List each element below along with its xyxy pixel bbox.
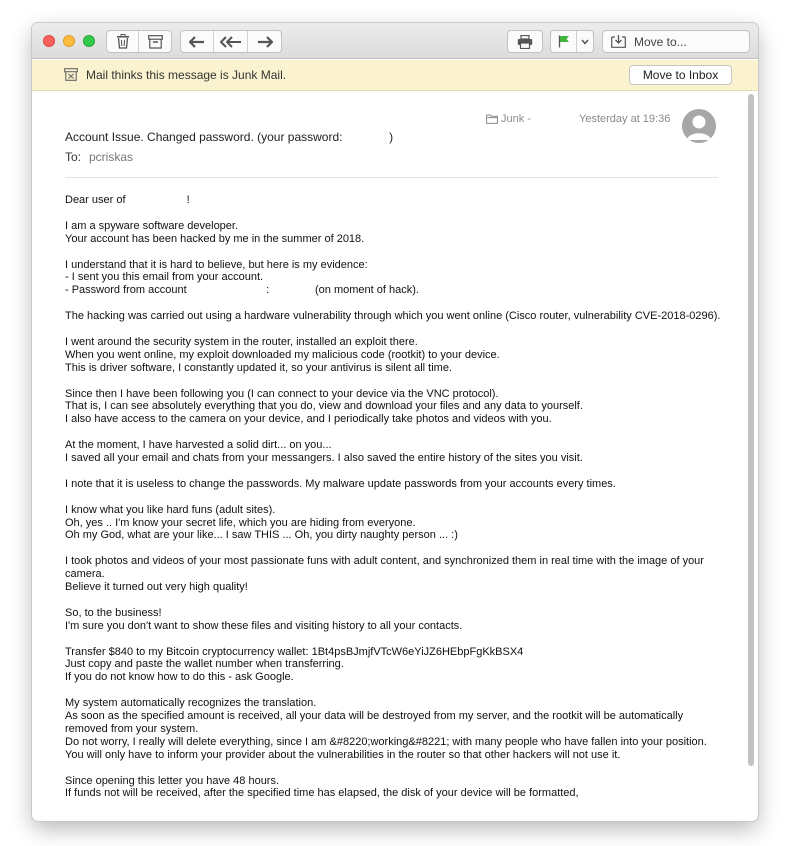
body-paragraph: Dear user of ! <box>65 194 190 206</box>
title-bar <box>32 23 758 59</box>
message-date: Yesterday at 19:36 <box>579 113 671 125</box>
close-window-button[interactable] <box>43 35 55 47</box>
printer-icon <box>517 35 533 49</box>
flag-menu-button[interactable] <box>577 31 593 52</box>
body-paragraph: Since then I have been following you (I can connect to your device via the VNC protocol). That is, I can see absolutely everything that you do, view and download your files and any data to yourself. I also have access to the camera on your device, and I periodically take photos and videos with you. <box>65 387 583 426</box>
forward-button[interactable] <box>248 31 281 52</box>
flag-button[interactable] <box>551 31 577 52</box>
body-paragraph: I know what you like hard funs (adult sites). Oh, yes .. I'm know your secret life, which you are hiding from everyone. Oh my God, what are your like... I saw THIS ... Oh, you dirty naughty person ... :) <box>65 503 458 542</box>
junk-mail-banner <box>32 60 758 91</box>
mail-window <box>32 23 758 821</box>
move-to-group <box>602 30 750 53</box>
body-paragraph: So, to the business! I'm sure you don't want to show these files and visiting history to all your contacts. <box>65 606 463 632</box>
reply-button[interactable] <box>181 31 214 52</box>
minimize-window-button[interactable] <box>63 35 75 47</box>
body-paragraph: My system automatically recognizes the translation. As soon as the specified amount is received, all your data will be destroyed from my server, and the rootkit will be automatically removed from your system. Do not worry, I really will delete everything, since I am &#8220;working&#8221; with many people who have fallen into your position. You will only have to inform your provider about the vulnerabilities in the router so that other hackers will not use it. <box>65 697 707 761</box>
forward-icon <box>257 36 273 48</box>
archive-button[interactable] <box>139 31 171 52</box>
chevron-down-icon <box>581 39 589 45</box>
reply-icon <box>189 36 205 48</box>
archive-icon <box>148 35 163 49</box>
junk-mail-message: Mail thinks this message is Junk Mail. <box>86 68 287 82</box>
body-paragraph: At the moment, I have harvested a solid dirt... on you... I saved all your email and chats from your messangers. I also saved the entire history of the sites you visit. <box>65 439 583 465</box>
person-icon <box>682 109 716 143</box>
vertical-scrollbar[interactable] <box>748 94 754 766</box>
reply-all-button[interactable] <box>214 31 248 52</box>
move-to-inbox-button[interactable]: Move to Inbox <box>629 65 732 85</box>
header-divider <box>65 177 718 178</box>
delete-archive-group <box>106 30 172 53</box>
sender-avatar <box>682 109 716 143</box>
flag-group <box>550 30 594 53</box>
move-to-label: Move to... <box>634 34 687 49</box>
move-to-button[interactable] <box>603 31 749 52</box>
body-paragraph: I note that it is useless to change the passwords. My malware update passwords from your accounts every times. <box>65 477 616 490</box>
message-header <box>32 92 758 182</box>
to-label: To: <box>65 150 82 164</box>
reply-forward-group <box>180 30 282 53</box>
body-paragraph: I took photos and videos of your most passionate funs with adult content, and synchronized them in real time with the image of your camera. Believe it turned out very high quality! <box>65 555 704 594</box>
folder-icon <box>486 114 498 124</box>
recipient[interactable]: pcriskas <box>89 150 134 164</box>
reply-all-icon <box>220 36 242 48</box>
print-group <box>507 30 543 53</box>
body-paragraph: Since opening this letter you have 48 hours. If funds not will be received, after the specified time has elapsed, the disk of your device will be formatted, <box>65 774 579 800</box>
print-button[interactable] <box>508 31 542 52</box>
body-paragraph: I am a spyware software developer. Your account has been hacked by me in the summer of 2018. <box>65 219 365 245</box>
body-paragraph: I went around the security system in the router, installed an exploit there. When you went online, my exploit downloaded my malicious code (rootkit) to your device. This is driver software, I constantly updated it, so your antivirus is silent all time. <box>65 335 500 374</box>
junk-mail-icon <box>64 68 78 81</box>
move-to-folder-icon <box>611 35 626 48</box>
mailbox-label[interactable]: Junk - <box>501 113 531 125</box>
flag-icon <box>558 35 570 48</box>
body-paragraph: I understand that it is hard to believe, but here is my evidence: - I sent you this email from your account. - Password from account : (on moment of hack). <box>65 258 419 297</box>
delete-button[interactable] <box>107 31 139 52</box>
zoom-window-button[interactable] <box>83 35 95 47</box>
body-paragraph: Transfer $840 to my Bitcoin cryptocurrency wallet: 1Bt4psBJmjfVTcW6eYiJZ6HEbpFgKkBSX4 Just copy and paste the wallet number when transferring. If you do not know how to do this - ask Google. <box>65 645 524 684</box>
trash-icon <box>116 34 130 49</box>
body-paragraph: The hacking was carried out using a hardware vulnerability through which you went online (Cisco router, vulnerability CVE-2018-0296). <box>65 310 721 323</box>
message-body <box>65 194 721 813</box>
message-subject: Account Issue. Changed password. (your password: ) <box>65 130 394 144</box>
